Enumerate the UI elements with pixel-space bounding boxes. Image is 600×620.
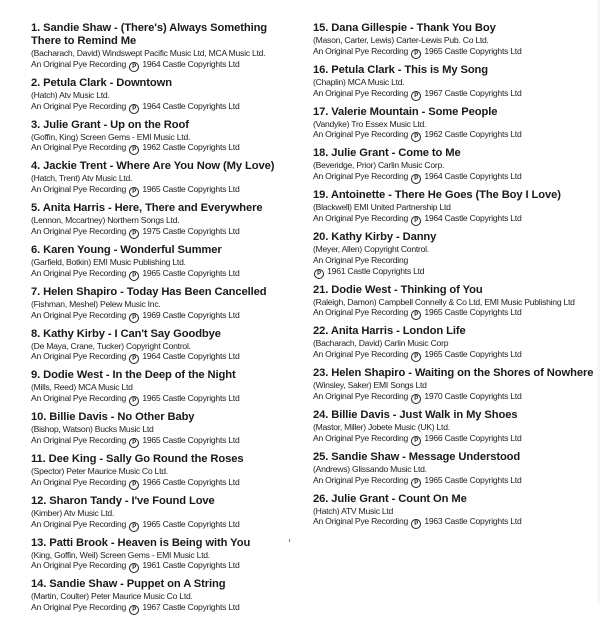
- track-title: 25. Sandie Shaw - Message Understood: [313, 450, 521, 463]
- phonogram-copyright-icon: P: [129, 313, 139, 323]
- track-entry: [313, 451, 593, 488]
- track-credits: (Martin, Coulter) Peter Maurice Music Co Ltd.: [31, 591, 193, 602]
- track-title: 7. Helen Shapiro - Today Has Been Cancelled: [31, 285, 267, 298]
- copyright-text: 1966 Castle Copyrights Ltd: [142, 476, 240, 487]
- track-recording-line: [31, 602, 293, 615]
- track-credits: (Hatch) ATV Music Ltd: [313, 505, 394, 516]
- track-entry: [31, 77, 293, 114]
- track-title: 5. Anita Harris - Here, There and Everywhere: [31, 202, 263, 215]
- track-recording-line: [313, 475, 593, 488]
- phonogram-copyright-icon: P: [411, 216, 421, 226]
- recording-label: An Original Pye Recording: [313, 129, 409, 140]
- phonogram-copyright-icon: P: [411, 91, 421, 101]
- track-title: 24. Billie Davis - Just Walk in My Shoes: [313, 408, 518, 421]
- recording-label: An Original Pye Recording: [31, 393, 127, 404]
- track-recording-line: [31, 184, 293, 197]
- track-entry: [31, 22, 293, 72]
- track-entry: [31, 328, 293, 365]
- phonogram-copyright-icon: P: [129, 438, 139, 448]
- track-title: 3. Julie Grant - Up on the Roof: [31, 118, 189, 131]
- track-entry: [313, 409, 593, 446]
- track-credits: (Bacharach, David) Windswept Pacific Music Ltd, MCA Music Ltd.: [31, 48, 266, 58]
- track-recording-line: [31, 351, 293, 364]
- recording-label: An Original Pye Recording: [313, 349, 409, 360]
- recording-label: An Original Pye Recording: [31, 434, 127, 445]
- page-edge-shadow: [596, 0, 600, 603]
- copyright-text: 1964 Castle Copyrights Ltd: [142, 100, 240, 111]
- track-entry: [31, 202, 293, 239]
- track-spacer: [31, 615, 293, 620]
- track-credits: (Blackwell) EMI United Partnership Ltd: [313, 202, 451, 213]
- copyright-text: 1967 Castle Copyrights Ltd: [424, 87, 522, 98]
- track-entry: [313, 231, 593, 279]
- track-recording-line: [31, 393, 293, 406]
- track-recording-line: [31, 519, 293, 532]
- recording-label: An Original Pye Recording: [31, 142, 127, 153]
- track-credits: (Garfield, Botkin) EMI Music Publishing Ltd.: [31, 256, 186, 267]
- phonogram-copyright-icon: P: [129, 104, 139, 114]
- recording-label: An Original Pye Recording: [31, 309, 127, 320]
- copyright-text: 1964 Castle Copyrights Ltd: [424, 212, 522, 223]
- track-recording-line: [313, 88, 593, 101]
- track-credits: (Goffin, King) Screen Gems - EMI Music Ltd.: [31, 131, 191, 142]
- track-recording-line: [313, 307, 593, 320]
- phonogram-copyright-icon: P: [129, 62, 139, 72]
- track-title: 21. Dodie West - Thinking of You: [313, 283, 483, 296]
- recording-label: An Original Pye Recording: [31, 267, 127, 278]
- recording-label: An Original Pye Recording: [31, 100, 127, 111]
- track-entry: [313, 284, 593, 321]
- track-list-left-column: [31, 22, 293, 620]
- copyright-text: 1961 Castle Copyrights Ltd: [142, 560, 240, 571]
- track-credits: (Fishman, Meshel) Pelew Music Inc.: [31, 298, 161, 309]
- phonogram-copyright-icon: P: [129, 605, 139, 615]
- track-spacer: [313, 529, 593, 534]
- track-title: 20. Kathy Kirby - Danny: [313, 230, 437, 243]
- track-credits: (Vandyke) Tro Essex Music Ltd.: [313, 118, 427, 129]
- copyright-text: 1965 Castle Copyrights Ltd: [142, 434, 240, 445]
- track-title: 12. Sharon Tandy - I've Found Love: [31, 494, 215, 507]
- track-credits: (King, Goffin, Weil) Screen Gems - EMI Music Ltd.: [31, 549, 210, 560]
- recording-label: An Original Pye Recording: [31, 560, 127, 571]
- copyright-text: 1967 Castle Copyrights Ltd: [142, 602, 240, 613]
- track-credits: (Chaplin) MCA Music Ltd.: [313, 76, 405, 87]
- phonogram-copyright-icon: P: [129, 480, 139, 490]
- track-entry: [31, 495, 293, 532]
- track-title: 15. Dana Gillespie - Thank You Boy: [313, 22, 496, 34]
- track-recording-line: [313, 349, 593, 362]
- track-recording-line: [31, 59, 293, 72]
- track-title: 4. Jackie Trent - Where Are You Now (My Love): [31, 160, 275, 173]
- track-title: 9. Dodie West - In the Deep of the Night: [31, 369, 236, 382]
- track-credits: (Mastor, Miller) Jobete Music (UK) Ltd.: [313, 421, 450, 432]
- track-entry: [313, 189, 593, 226]
- copyright-text: 1965 Castle Copyrights Ltd: [142, 393, 240, 404]
- track-entry: [313, 22, 593, 59]
- track-recording-line: [313, 255, 593, 266]
- track-title: 26. Julie Grant - Count On Me: [313, 492, 467, 505]
- track-title: 8. Kathy Kirby - I Can't Say Goodbye: [31, 327, 221, 340]
- track-recording-line: [31, 560, 293, 573]
- phonogram-copyright-icon: P: [129, 396, 139, 406]
- copyright-text: 1962 Castle Copyrights Ltd: [424, 129, 522, 140]
- track-entry: [313, 325, 593, 362]
- track-copyright-line: [313, 266, 593, 279]
- recording-label: An Original Pye Recording: [31, 351, 127, 362]
- track-credits: (Mills, Reed) MCA Music Ltd: [31, 382, 133, 393]
- track-credits: (Hatch, Trent) Atv Music Ltd.: [31, 173, 133, 184]
- track-title: 18. Julie Grant - Come to Me: [313, 147, 461, 160]
- track-credits: (Raleigh, Damon) Campbell Connelly & Co Ltd, EMI Music Publishing Ltd: [313, 296, 575, 307]
- track-entry: [31, 578, 293, 615]
- track-entry: [31, 411, 293, 448]
- track-title: 23. Helen Shapiro - Waiting on the Shores of Nowhere: [313, 367, 594, 380]
- phonogram-copyright-icon: P: [411, 394, 421, 404]
- recording-label: An Original Pye Recording: [31, 58, 127, 69]
- track-credits: (Hatch) Atv Music Ltd.: [31, 89, 110, 100]
- track-title: 10. Billie Davis - No Other Baby: [31, 411, 195, 424]
- track-credits: (Beveridge, Prior) Carlin Music Corp.: [313, 160, 445, 171]
- recording-label: An Original Pye Recording: [313, 87, 409, 98]
- print-speck: [289, 539, 290, 542]
- track-entry: [31, 537, 293, 574]
- track-recording-line: [313, 129, 593, 142]
- copyright-text: 1964 Castle Copyrights Ltd: [142, 58, 240, 69]
- track-entry: [313, 147, 593, 184]
- track-entry: [31, 244, 293, 281]
- phonogram-copyright-icon: P: [411, 310, 421, 320]
- track-credits: (De Maya, Crane, Tucker) Copyright Control.: [31, 340, 191, 351]
- track-entry: [313, 64, 593, 101]
- track-title: 14. Sandie Shaw - Puppet on A String: [31, 578, 226, 591]
- track-recording-line: [31, 268, 293, 281]
- track-recording-line: [313, 171, 593, 184]
- track-recording-line: [31, 101, 293, 114]
- track-entry: [313, 106, 593, 143]
- track-credits: (Lennon, Mccartney) Northern Songs Ltd.: [31, 215, 180, 226]
- recording-label: An Original Pye Recording: [31, 225, 127, 236]
- track-recording-line: [31, 142, 293, 155]
- track-entry: [31, 286, 293, 323]
- recording-label: An Original Pye Recording: [313, 516, 409, 527]
- recording-label: An Original Pye Recording: [31, 184, 127, 195]
- recording-label: An Original Pye Recording: [313, 254, 409, 265]
- copyright-text: 1964 Castle Copyrights Ltd: [424, 171, 522, 182]
- phonogram-copyright-icon: P: [411, 436, 421, 446]
- track-entry: [313, 493, 593, 530]
- track-title: 22. Anita Harris - London Life: [313, 325, 466, 338]
- track-recording-line: [313, 46, 593, 59]
- track-credits: (Spector) Peter Maurice Music Co Ltd.: [31, 465, 168, 476]
- copyright-text: 1970 Castle Copyrights Ltd: [424, 390, 522, 401]
- recording-label: An Original Pye Recording: [313, 474, 409, 485]
- phonogram-copyright-icon: P: [411, 478, 421, 488]
- track-recording-line: [31, 310, 293, 323]
- track-recording-line: [31, 226, 293, 239]
- track-entry: [31, 119, 293, 156]
- phonogram-copyright-icon: P: [314, 269, 324, 279]
- phonogram-copyright-icon: P: [129, 354, 139, 364]
- track-entry: [31, 160, 293, 197]
- copyright-text: 1964 Castle Copyrights Ltd: [142, 351, 240, 362]
- track-recording-line: [313, 213, 593, 226]
- copyright-text: 1961 Castle Copyrights Ltd: [327, 265, 425, 276]
- copyright-text: 1965 Castle Copyrights Ltd: [142, 518, 240, 529]
- copyright-text: 1965 Castle Copyrights Ltd: [424, 307, 522, 318]
- track-credits: (Andrews) Glissando Music Ltd.: [313, 463, 427, 474]
- phonogram-copyright-icon: P: [129, 522, 139, 532]
- phonogram-copyright-icon: P: [129, 145, 139, 155]
- track-entry: [313, 367, 593, 404]
- track-entry: [31, 453, 293, 490]
- track-recording-line: [31, 477, 293, 490]
- track-title: 17. Valerie Mountain - Some People: [313, 105, 498, 118]
- copyright-text: 1965 Castle Copyrights Ltd: [142, 184, 240, 195]
- recording-label: An Original Pye Recording: [313, 171, 409, 182]
- copyright-text: 1965 Castle Copyrights Ltd: [424, 45, 522, 56]
- phonogram-copyright-icon: P: [411, 49, 421, 59]
- phonogram-copyright-icon: P: [129, 229, 139, 239]
- track-list-right-column: [313, 22, 593, 534]
- track-title: 2. Petula Clark - Downtown: [31, 76, 172, 89]
- track-credits: (Kimber) Atv Music Ltd.: [31, 507, 115, 518]
- track-title: 19. Antoinette - There He Goes (The Boy I Love): [313, 189, 561, 202]
- copyright-text: 1975 Castle Copyrights Ltd: [142, 225, 240, 236]
- track-recording-line: [313, 516, 593, 529]
- track-recording-line: [313, 391, 593, 404]
- track-title: 1. Sandie Shaw - (There's) Always Something There to Remind Me: [31, 22, 268, 47]
- phonogram-copyright-icon: P: [411, 174, 421, 184]
- track-title: 16. Petula Clark - This is My Song: [313, 63, 489, 76]
- recording-label: An Original Pye Recording: [31, 518, 127, 529]
- track-credits: (Bishop, Watson) Bucks Music Ltd: [31, 424, 154, 435]
- recording-label: An Original Pye Recording: [313, 307, 409, 318]
- phonogram-copyright-icon: P: [411, 519, 421, 529]
- copyright-text: 1965 Castle Copyrights Ltd: [142, 267, 240, 278]
- copyright-text: 1962 Castle Copyrights Ltd: [142, 142, 240, 153]
- track-recording-line: [313, 433, 593, 446]
- phonogram-copyright-icon: P: [129, 563, 139, 573]
- recording-label: An Original Pye Recording: [31, 602, 127, 613]
- track-recording-line: [31, 435, 293, 448]
- recording-label: An Original Pye Recording: [313, 212, 409, 223]
- recording-label: An Original Pye Recording: [313, 432, 409, 443]
- track-credits: (Meyer, Allen) Copyright Control.: [313, 243, 429, 254]
- copyright-text: 1966 Castle Copyrights Ltd: [424, 432, 522, 443]
- phonogram-copyright-icon: P: [411, 132, 421, 142]
- copyright-text: 1969 Castle Copyrights Ltd: [142, 309, 240, 320]
- recording-label: An Original Pye Recording: [313, 45, 409, 56]
- recording-label: An Original Pye Recording: [313, 390, 409, 401]
- track-credits: (Bacharach, David) Carlin Music Corp: [313, 338, 449, 349]
- track-entry: [31, 369, 293, 406]
- phonogram-copyright-icon: P: [129, 187, 139, 197]
- phonogram-copyright-icon: P: [129, 271, 139, 281]
- copyright-text: 1965 Castle Copyrights Ltd: [424, 349, 522, 360]
- track-credits: (Winsley, Saker) EMI Songs Ltd: [313, 380, 427, 391]
- track-credits: (Mason, Carter, Lewis) Carter-Lewis Pub. Co Ltd.: [313, 35, 489, 45]
- track-title: 11. Dee King - Sally Go Round the Roses: [31, 452, 244, 465]
- track-title: 13. Patti Brook - Heaven is Being with You: [31, 536, 251, 549]
- phonogram-copyright-icon: P: [411, 352, 421, 362]
- recording-label: An Original Pye Recording: [31, 476, 127, 487]
- copyright-text: 1963 Castle Copyrights Ltd: [424, 516, 522, 527]
- track-title: 6. Karen Young - Wonderful Summer: [31, 243, 222, 256]
- copyright-text: 1965 Castle Copyrights Ltd: [424, 474, 522, 485]
